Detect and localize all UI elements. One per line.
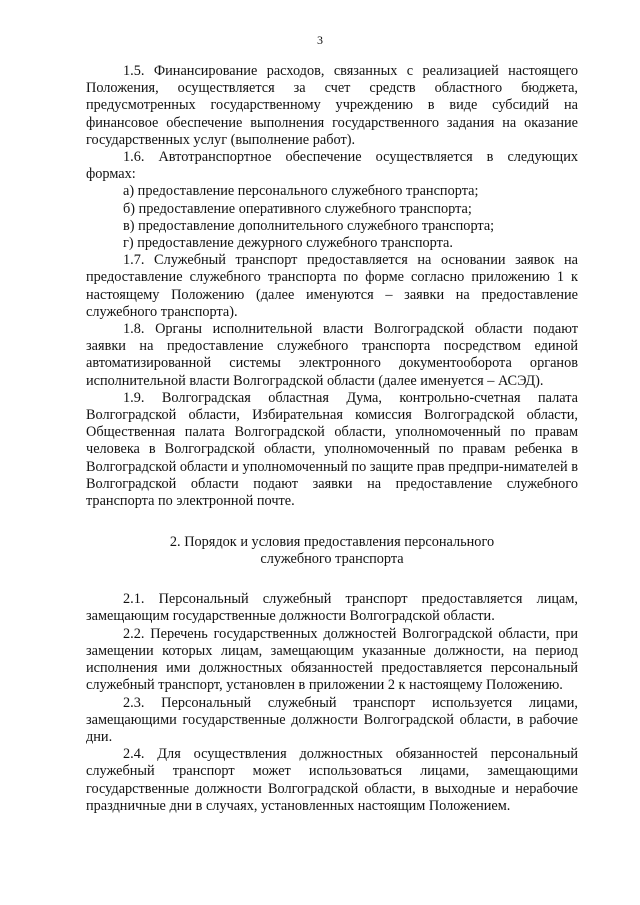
section-2-heading-line1: 2. Порядок и условия предоставления персонального	[169, 534, 495, 551]
list-item: б) предоставление оперативного служебного транспорта;	[123, 200, 472, 217]
section-2-heading-line2: служебного транспорта	[260, 550, 404, 567]
list-item: г) предоставление дежурного служебного транспорта.	[123, 235, 453, 252]
paragraph-2-4: 2.4. Для осуществления должностных обязанностей персональный служебный транспорт может использоваться лицами, замещающими государственные должности Волгоградской области, в выходные и нерабочие праздничные дни в случаях, установленных настоящим Положением.	[86, 746, 578, 814]
paragraph-2-2: 2.2. Перечень государственных должностей Волгоградской области, при замещении которых лицам, замещающим указанные должности, на период исполнения ими должностных обязанностей предоставляется персональный служебный транспорт, установлен в приложении 2 к настоящему Положению.	[86, 625, 578, 694]
paragraph-2-3: 2.3. Персональный служебный транспорт используется лицами, замещающими государственные должности Волгоградской области, в рабочие дни.	[86, 694, 578, 745]
list-item: а) предоставление персонального служебного транспорта;	[123, 183, 479, 200]
paragraph-1-8: 1.8. Органы исполнительной власти Волгоградской области подают заявки на предоставление служебного транспорта посредством единой автоматизированной системы электронного документооборота органов исполнительной власти Волгоградской области (далее именуется – АСЭД).	[86, 321, 578, 389]
section-2-heading	[86, 534, 578, 567]
paragraph-1-6: 1.6. Автотранспортное обеспечение осуществляется в следующих формах:	[86, 149, 578, 183]
paragraph-1-7: 1.7. Служебный транспорт предоставляется на основании заявок на предоставление служебного транспорта по форме согласно приложению 1 к настоящему Положению (далее именуются – заявки на предоставление служебного транспорта).	[86, 252, 578, 320]
paragraph-1-5: 1.5. Финансирование расходов, связанных с реализацией настоящего Положения, осуществляется за счет средств областного бюджета, предусмотренных государственному учреждению в виде субсидий на финансовое обеспечение выполнения государственного задания на оказание государственных услуг (выполнение работ).	[86, 63, 578, 148]
paragraph-2-1: 2.1. Персональный служебный транспорт предоставляется лицам, замещающим государственные должности Волгоградской области.	[86, 591, 578, 625]
document-body	[86, 63, 578, 815]
paragraph-1-9: 1.9. Волгоградская областная Дума, контрольно-счетная палата Волгоградской области, Избирательная комиссия Волгоградской области, Общественная палата Волгоградской области, уполномоченный по правам человека в Волгоградской области, уполномоченный по правам ребенка в Волгоградской области и уполномоченный по защите прав предпри-нимателей в Волгоградской области подают заявки на предоставление служебного транспорта по электронной почте.	[86, 389, 578, 510]
list-item: в) предоставление дополнительного служебного транспорта;	[123, 217, 495, 234]
page-number: 3	[317, 33, 323, 47]
